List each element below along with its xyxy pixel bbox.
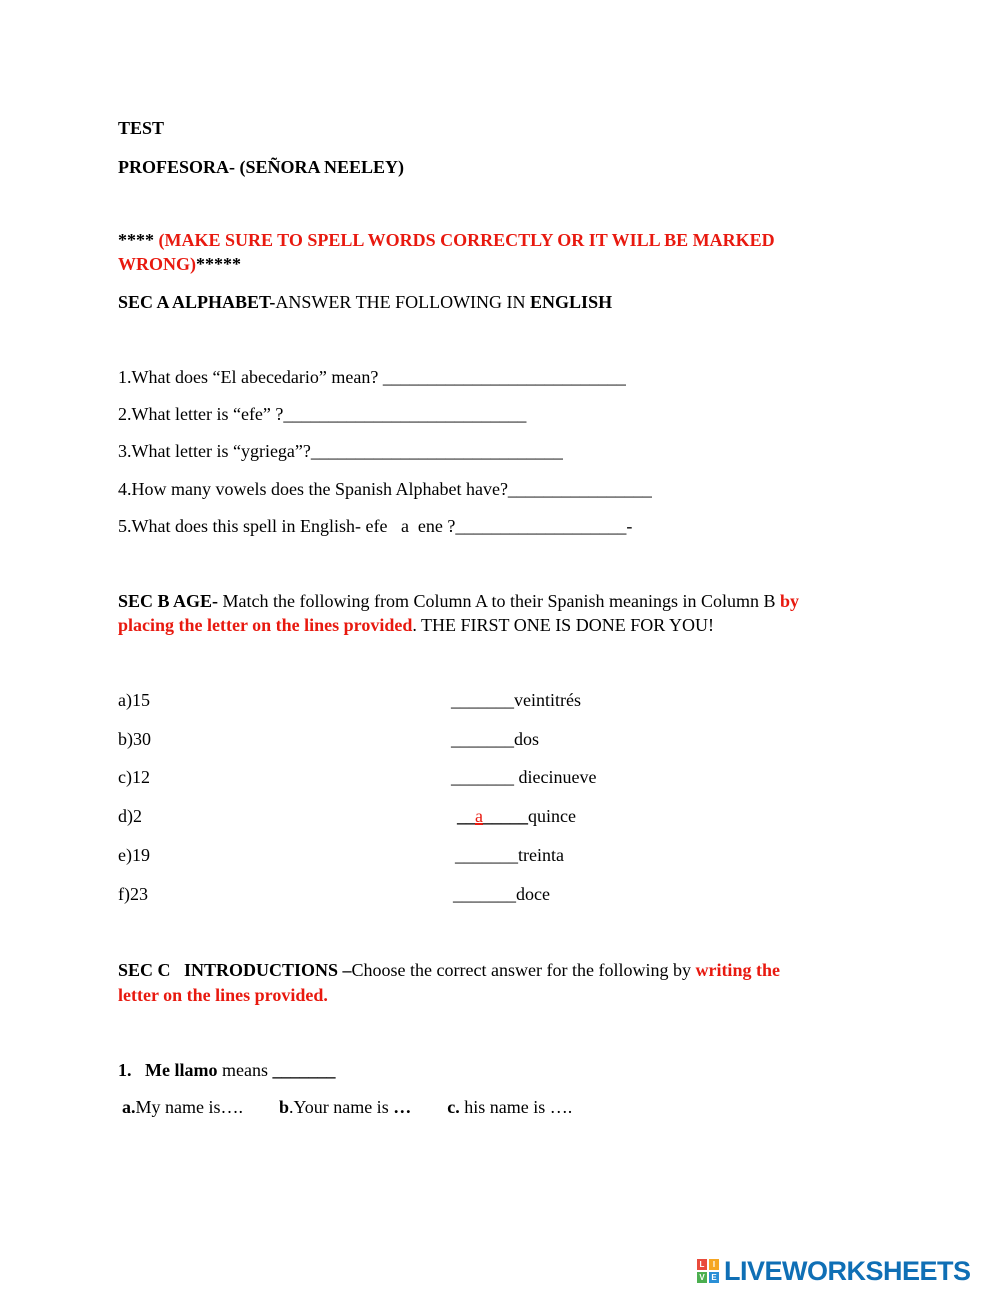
column-a-item: f)23 [118, 884, 148, 904]
column-a-item: c)12 [118, 767, 150, 787]
spanish-word: treinta [518, 845, 564, 865]
sec-b-instruction-red-1: by [780, 591, 800, 611]
sec-b-title: SEC B AGE- [118, 591, 219, 611]
answer-blank[interactable]: _______ [451, 729, 514, 749]
sec-a-heading [118, 290, 612, 314]
teacher-name: PROFESORA- (SEÑORA NEELEY) [118, 157, 405, 177]
sec-a-instruction-bold: ENGLISH [530, 292, 613, 312]
answer-blank[interactable]: _______ [272, 1060, 336, 1080]
column-b-item [455, 843, 564, 867]
column-b-item [457, 804, 576, 828]
liveworksheets-logo [696, 1255, 971, 1287]
question-phrase: Me llamo [145, 1060, 218, 1080]
sec-a-question-4[interactable]: 4.How many vowels does the Spanish Alphabet have?________________ [118, 479, 652, 499]
spanish-word: doce [516, 884, 550, 904]
warning-line-1 [118, 228, 775, 252]
column-a-item: d)2 [118, 806, 142, 826]
warning-text: (MAKE SURE TO SPELL WORDS CORRECTLY OR IT WILL BE MARKED [158, 230, 775, 250]
spanish-word: quince [528, 806, 576, 826]
sec-b-heading-line-1 [118, 589, 799, 613]
sec-c-instruction-red-1: writing the [695, 960, 780, 980]
option-c[interactable]: c. his name is …. [447, 1097, 573, 1117]
warning-text-2: WRONG) [118, 254, 196, 274]
sec-b-heading-line-2 [118, 613, 714, 637]
answer-blank[interactable]: _______ [453, 884, 516, 904]
sec-c-options [122, 1095, 572, 1119]
sec-a-title: SEC A ALPHABET- [118, 292, 276, 312]
sec-b-instruction: Match the following from Column A to their Spanish meanings in Column B [218, 591, 781, 611]
sec-c-title: SEC C INTRODUCTIONS – [118, 960, 352, 980]
sec-a-question-1[interactable]: 1.What does “El abecedario” mean? ___________________________ [118, 367, 626, 387]
sec-c-question-1 [118, 1058, 335, 1082]
spanish-word: diecinueve [518, 767, 597, 787]
sec-c-heading-line-1 [118, 958, 780, 982]
column-a-item: b)30 [118, 729, 151, 749]
sec-b-instruction-end: . THE FIRST ONE IS DONE FOR YOU! [412, 615, 715, 635]
column-b-item [451, 765, 596, 789]
sec-a-question-2[interactable]: 2.What letter is “efe” ?___________________________ [118, 404, 527, 424]
question-means: means [217, 1060, 273, 1080]
column-b-item [451, 727, 539, 751]
sec-c-instruction-red-2: letter on the lines provided. [118, 985, 328, 1005]
column-b-item [453, 882, 550, 906]
sec-a-instruction: ANSWER THE FOLLOWING IN [275, 292, 531, 312]
column-a-item: a)15 [118, 690, 150, 710]
column-b-item [451, 688, 581, 712]
option-a[interactable]: a.My name is…. [122, 1097, 243, 1117]
sec-a-question-3[interactable]: 3.What letter is “ygriega”?____________________________ [118, 441, 563, 461]
liveworksheets-icon: L I V E [696, 1258, 720, 1284]
spanish-word: dos [514, 729, 540, 749]
answer-blank-post: _____ [483, 806, 528, 826]
sec-b-instruction-red-2: placing the letter on the lines provided [118, 615, 413, 635]
warning-suffix: ***** [196, 254, 241, 274]
brand-name: LIVEWORKSHEETS [724, 1255, 971, 1286]
answer-blank[interactable]: _______ [451, 690, 514, 710]
question-number: 1. [118, 1060, 132, 1080]
sec-c-instruction: Choose the correct answer for the following by [351, 960, 696, 980]
answer-blank-pre: __ [457, 806, 475, 826]
column-a-item: e)19 [118, 845, 150, 865]
test-title: TEST [118, 118, 165, 138]
warning-line-2 [118, 252, 241, 276]
option-b[interactable]: b.Your name is … [279, 1097, 412, 1117]
warning-prefix: **** [118, 230, 159, 250]
example-answer: a [475, 806, 483, 826]
sec-a-question-5[interactable]: 5.What does this spell in English- efe a ene ?___________________- [118, 516, 633, 536]
answer-blank[interactable]: _______ [451, 767, 519, 787]
answer-blank[interactable]: _______ [455, 845, 518, 865]
spanish-word: veintitrés [514, 690, 581, 710]
sec-c-heading-line-2 [118, 983, 328, 1007]
